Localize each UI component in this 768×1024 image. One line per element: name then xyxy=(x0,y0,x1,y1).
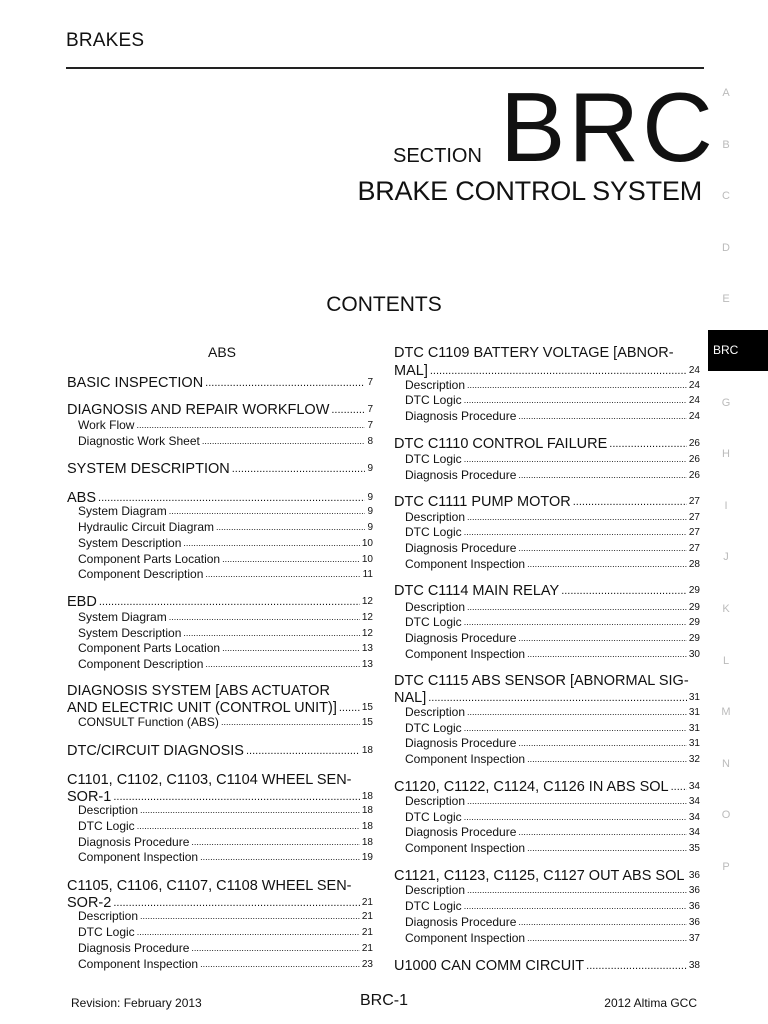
toc-entry[interactable] xyxy=(67,877,373,895)
toc-entry-title: Description xyxy=(405,378,466,392)
toc-dot-leader xyxy=(573,493,687,511)
toc-page-number: 7 xyxy=(367,404,373,415)
index-tab-active[interactable]: BRC xyxy=(708,330,768,371)
toc-subentry[interactable] xyxy=(78,536,373,551)
toc-entry-title: EBD xyxy=(67,594,97,610)
footer-page-number: BRC-1 xyxy=(359,992,408,1009)
toc-page-number: 27 xyxy=(688,527,700,538)
toc-entry-title: CONSULT Function (ABS) xyxy=(78,715,219,729)
toc-entry-title: Component Inspection xyxy=(405,841,526,855)
toc-page-number: 23 xyxy=(361,959,373,970)
toc-dot-leader xyxy=(246,742,360,760)
toc-entry-title: DTC C1115 ABS SENSOR [ABNORMAL SIG- xyxy=(394,673,689,689)
toc-dot-leader xyxy=(527,931,687,946)
toc-entry-title: SOR-2 xyxy=(67,895,112,911)
toc-dot-leader xyxy=(586,957,687,975)
footer-model: 2012 Altima GCC xyxy=(604,996,697,1010)
toc-page-number: 28 xyxy=(688,559,700,570)
toc-subentry[interactable] xyxy=(405,468,700,483)
toc-dot-leader xyxy=(137,819,360,834)
index-tab[interactable]: L xyxy=(722,654,730,667)
toc-subentry[interactable] xyxy=(405,899,700,914)
toc-page-number: 31 xyxy=(688,723,700,734)
toc-entry-title: DTC Logic xyxy=(405,721,462,735)
toc-dot-leader xyxy=(467,705,687,720)
toc-entry[interactable] xyxy=(67,682,373,700)
toc-dot-leader xyxy=(609,435,687,453)
toc-page-number: 31 xyxy=(688,738,700,749)
toc-subentry[interactable] xyxy=(405,600,700,615)
toc-entry-title: Component Description xyxy=(78,657,204,671)
toc-subentry[interactable] xyxy=(405,557,700,572)
toc-dot-leader xyxy=(464,810,687,825)
toc-entry[interactable] xyxy=(394,344,700,362)
toc-entry-title: Description xyxy=(78,909,139,923)
toc-entry-title: U1000 CAN COMM CIRCUIT xyxy=(394,958,585,974)
toc-page-number: 21 xyxy=(361,911,373,922)
toc-entry-title: DTC Logic xyxy=(78,925,135,939)
toc-subentry[interactable] xyxy=(78,657,373,672)
toc-page-number: 32 xyxy=(688,754,700,765)
toc-entry-title: Diagnosis Procedure xyxy=(405,631,517,645)
toc-page-number: 38 xyxy=(688,960,700,971)
toc-dot-leader xyxy=(527,647,687,662)
toc-dot-leader xyxy=(527,557,687,572)
toc-dot-leader xyxy=(232,460,366,478)
toc-dot-leader xyxy=(183,626,360,641)
header-rule xyxy=(66,67,704,69)
toc-dot-leader xyxy=(222,552,360,567)
toc-page-number: 29 xyxy=(688,633,700,644)
toc-page-number: 12 xyxy=(361,612,373,623)
index-tab[interactable]: O xyxy=(721,809,731,822)
toc-entry[interactable] xyxy=(67,771,373,789)
toc-page-number: 30 xyxy=(688,649,700,660)
toc-dot-leader xyxy=(467,794,687,809)
toc-subentry[interactable] xyxy=(405,615,700,630)
toc-dot-leader xyxy=(169,610,360,625)
toc-dot-leader xyxy=(464,899,687,914)
toc-entry-title: Work Flow xyxy=(78,418,135,432)
toc-dot-leader xyxy=(518,825,686,840)
index-tab[interactable]: H xyxy=(722,448,730,461)
toc-subentry[interactable] xyxy=(405,452,700,467)
toc-subentry[interactable] xyxy=(78,641,373,656)
toc-subentry[interactable] xyxy=(405,705,700,720)
toc-subentry[interactable] xyxy=(78,850,373,865)
toc-entry-title: Diagnosis Procedure xyxy=(405,468,517,482)
toc-dot-leader xyxy=(205,374,365,392)
toc-page-number: 34 xyxy=(688,812,700,823)
toc-page-number: 35 xyxy=(688,843,700,854)
toc-dot-leader xyxy=(205,657,359,672)
toc-page-number: 8 xyxy=(367,436,373,447)
toc-dot-leader xyxy=(202,434,366,449)
toc-page-number: 36 xyxy=(688,917,700,928)
toc-subentry[interactable] xyxy=(78,835,373,850)
toc-page-number: 12 xyxy=(361,596,373,607)
toc-subentry[interactable] xyxy=(405,525,700,540)
section-title: BRAKE CONTROL SYSTEM xyxy=(357,176,702,206)
toc-entry-title: DTC Logic xyxy=(405,393,462,407)
toc-entry-title: DTC Logic xyxy=(405,615,462,629)
toc-page-number: 21 xyxy=(361,897,373,908)
toc-dot-leader xyxy=(518,736,686,751)
toc-entry-title: System Description xyxy=(78,536,182,550)
toc-page-number: 31 xyxy=(688,707,700,718)
toc-page-number: 37 xyxy=(688,933,700,944)
toc-entry-title: C1120, C1122, C1124, C1126 IN ABS SOL xyxy=(394,779,669,795)
toc-entry-title: DTC C1109 BATTERY VOLTAGE [ABNOR- xyxy=(394,345,674,361)
toc-subentry[interactable] xyxy=(78,504,373,519)
toc-entry-title: Component Parts Location xyxy=(78,641,221,655)
toc-page-number: 26 xyxy=(688,438,700,449)
toc-dot-leader xyxy=(137,925,360,940)
toc-page-number: 27 xyxy=(688,543,700,554)
index-tab[interactable]: I xyxy=(724,499,728,512)
toc-subentry[interactable] xyxy=(405,915,700,930)
toc-page-number: 15 xyxy=(361,717,373,728)
toc-page-number: 26 xyxy=(688,470,700,481)
toc-page-number: 36 xyxy=(688,885,700,896)
toc-dot-leader xyxy=(467,510,687,525)
toc-subentry[interactable] xyxy=(78,715,373,730)
toc-page-number: 27 xyxy=(688,496,700,507)
toc-page-number: 27 xyxy=(688,512,700,523)
toc-page-number: 18 xyxy=(361,837,373,848)
toc-dot-leader xyxy=(518,631,686,646)
index-tab[interactable]: K xyxy=(722,603,730,615)
toc-page-number: 15 xyxy=(361,702,373,713)
toc-dot-leader xyxy=(205,567,360,582)
toc-entry-title: Hydraulic Circuit Diagram xyxy=(78,520,215,534)
toc-dot-leader xyxy=(464,721,687,736)
toc-entry-title: Description xyxy=(405,600,466,614)
toc-subentry[interactable] xyxy=(405,631,700,646)
toc-page-number: 19 xyxy=(361,852,373,863)
toc-subentry[interactable] xyxy=(405,825,700,840)
toc-entry-title: DTC Logic xyxy=(405,525,462,539)
toc-entry-title: NAL] xyxy=(394,690,427,706)
toc-page-number: 21 xyxy=(361,927,373,938)
toc-subentry[interactable] xyxy=(78,957,373,972)
index-tab[interactable]: B xyxy=(722,138,730,151)
toc-subentry[interactable] xyxy=(405,752,700,767)
toc-page-number: 9 xyxy=(367,463,373,474)
toc-page-number: 34 xyxy=(688,781,700,792)
toc-entry-title: System Diagram xyxy=(78,610,167,624)
toc-page-number: 9 xyxy=(367,492,373,503)
toc-entry-title: C1101, C1102, C1103, C1104 WHEEL SEN- xyxy=(67,772,352,788)
toc-subentry[interactable] xyxy=(78,626,373,641)
toc-subentry[interactable] xyxy=(405,841,700,856)
toc-entry-title: Diagnosis Procedure xyxy=(78,835,190,849)
section-word: SECTION xyxy=(393,145,482,167)
toc-entry-title: Component Parts Location xyxy=(78,552,221,566)
toc-page-number: 18 xyxy=(361,745,373,756)
toc-subentry[interactable] xyxy=(405,810,700,825)
toc-dot-leader xyxy=(467,378,687,393)
toc-entry-title: Diagnosis Procedure xyxy=(405,736,517,750)
toc-subentry[interactable] xyxy=(405,378,700,393)
toc-entry-title: Component Inspection xyxy=(405,752,526,766)
toc-page-number: 18 xyxy=(361,805,373,816)
toc-entry-title: Diagnosis Procedure xyxy=(405,409,517,423)
toc-page-number: 13 xyxy=(361,643,373,654)
toc-subentry[interactable] xyxy=(78,925,373,940)
toc-entry-title: DTC C1110 CONTROL FAILURE xyxy=(394,436,608,452)
toc-dot-leader xyxy=(191,941,359,956)
toc-entry-title: Diagnosis Procedure xyxy=(405,825,517,839)
toc-page-number: 7 xyxy=(367,377,373,388)
toc-entry-title: Description xyxy=(405,794,466,808)
toc-entry-title: DIAGNOSIS AND REPAIR WORKFLOW xyxy=(67,402,330,418)
toc-dot-leader xyxy=(518,468,686,483)
toc-entry[interactable] xyxy=(394,672,700,690)
toc-entry-title: BASIC INSPECTION xyxy=(67,375,204,391)
toc-entry-title: ABS xyxy=(67,490,97,506)
toc-page-number: 34 xyxy=(688,827,700,838)
index-tab[interactable]: P xyxy=(722,861,730,873)
toc-page-number: 10 xyxy=(361,538,373,549)
toc-entry[interactable] xyxy=(394,493,700,511)
toc-dot-leader xyxy=(464,452,687,467)
toc-entry-title: Component Inspection xyxy=(405,557,526,571)
toc-dot-leader xyxy=(136,418,365,433)
toc-subentry[interactable] xyxy=(405,721,700,736)
toc-subentry[interactable] xyxy=(78,520,373,535)
toc-entry-title: SOR-1 xyxy=(67,789,112,805)
toc-page-number: 29 xyxy=(688,602,700,613)
toc-page-number: 10 xyxy=(361,554,373,565)
index-tab[interactable]: C xyxy=(722,190,730,203)
toc-dot-leader xyxy=(331,401,365,419)
toc-subentry[interactable] xyxy=(78,803,373,818)
toc-entry-title: Description xyxy=(405,883,466,897)
toc-page-number: 24 xyxy=(688,365,700,376)
left-column-heading: ABS xyxy=(207,344,236,360)
toc-entry-title: DTC Logic xyxy=(78,819,135,833)
toc-page-number: 26 xyxy=(688,454,700,465)
toc-dot-leader xyxy=(467,600,687,615)
toc-page-number: 21 xyxy=(361,943,373,954)
toc-dot-leader xyxy=(561,582,687,600)
toc-subentry[interactable] xyxy=(405,736,700,751)
toc-subentry[interactable] xyxy=(405,883,700,898)
toc-subentry[interactable] xyxy=(405,510,700,525)
index-tab[interactable]: A xyxy=(722,87,730,99)
toc-subentry[interactable] xyxy=(78,434,373,449)
toc-entry-title: C1105, C1106, C1107, C1108 WHEEL SEN- xyxy=(67,878,352,894)
toc-page-number: 24 xyxy=(688,395,700,406)
toc-subentry[interactable] xyxy=(78,610,373,625)
toc-dot-leader xyxy=(221,715,360,730)
toc-dot-leader xyxy=(191,835,359,850)
toc-dot-leader xyxy=(527,752,687,767)
toc-entry-title: SYSTEM DESCRIPTION xyxy=(67,461,230,477)
toc-dot-leader xyxy=(464,525,687,540)
toc-entry-title: Component Inspection xyxy=(78,957,199,971)
toc-subentry[interactable] xyxy=(405,409,700,424)
toc-subentry[interactable] xyxy=(405,393,700,408)
index-tab[interactable]: E xyxy=(722,293,730,306)
toc-entry-title: System Description xyxy=(78,626,182,640)
toc-subentry[interactable] xyxy=(405,541,700,556)
toc-page-number: 36 xyxy=(688,870,700,881)
toc-dot-leader xyxy=(169,504,366,519)
index-tab[interactable]: J xyxy=(723,551,729,564)
toc-page-number: 24 xyxy=(688,380,700,391)
toc-entry-title: Diagnostic Work Sheet xyxy=(78,434,200,448)
toc-entry-title: C1121, C1123, C1125, C1127 OUT ABS SOL xyxy=(394,868,685,884)
toc-entry-title: Diagnosis Procedure xyxy=(405,541,517,555)
toc-dot-leader xyxy=(200,850,360,865)
toc-page-number: 9 xyxy=(367,506,373,517)
toc-subentry[interactable] xyxy=(78,941,373,956)
toc-page-number: 13 xyxy=(361,659,373,670)
toc-entry-title: MAL] xyxy=(394,363,428,379)
toc-dot-leader xyxy=(183,536,360,551)
toc-dot-leader xyxy=(467,883,687,898)
toc-subentry[interactable] xyxy=(405,931,700,946)
toc-dot-leader xyxy=(518,915,686,930)
toc-entry[interactable] xyxy=(67,742,373,760)
toc-dot-leader xyxy=(99,593,360,611)
toc-entry-title: Description xyxy=(78,803,139,817)
toc-page-number: 29 xyxy=(688,585,700,596)
toc-entry-title: Component Description xyxy=(78,567,204,581)
toc-page-number: 24 xyxy=(688,411,700,422)
toc-page-number: 9 xyxy=(367,522,373,533)
toc-page-number: 7 xyxy=(367,420,373,431)
toc-dot-leader xyxy=(216,520,365,535)
toc-page-number: 36 xyxy=(688,901,700,912)
toc-entry-title: System Diagram xyxy=(78,504,167,518)
toc-entry[interactable] xyxy=(394,582,700,600)
toc-dot-leader xyxy=(464,615,687,630)
toc-dot-leader xyxy=(200,957,360,972)
toc-entry[interactable] xyxy=(67,401,373,419)
toc-page-number: 29 xyxy=(688,617,700,628)
toc-dot-leader xyxy=(518,541,686,556)
toc-dot-leader xyxy=(527,841,687,856)
toc-subentry[interactable] xyxy=(78,552,373,567)
toc-subentry[interactable] xyxy=(78,909,373,924)
toc-entry-title: Description xyxy=(405,510,466,524)
toc-entry-title: DTC Logic xyxy=(405,899,462,913)
toc-entry-title: DTC/CIRCUIT DIAGNOSIS xyxy=(67,743,244,759)
toc-entry-title: DTC C1114 MAIN RELAY xyxy=(394,583,560,599)
index-tab[interactable]: N xyxy=(722,757,730,770)
toc-entry-title: DTC Logic xyxy=(405,452,462,466)
toc-page-number: 18 xyxy=(361,791,373,802)
toc-entry[interactable] xyxy=(67,374,373,392)
toc-dot-leader xyxy=(140,909,360,924)
toc-page-number: 34 xyxy=(688,796,700,807)
toc-entry[interactable] xyxy=(67,593,373,611)
toc-entry-title: AND ELECTRIC UNIT (CONTROL UNIT)] xyxy=(67,700,337,716)
toc-entry-title: Diagnosis Procedure xyxy=(78,941,190,955)
toc-entry-title: DTC Logic xyxy=(405,810,462,824)
toc-entry[interactable] xyxy=(67,460,373,478)
index-tab[interactable]: G xyxy=(721,396,731,409)
index-tab[interactable]: M xyxy=(721,706,731,719)
index-tab[interactable]: D xyxy=(722,241,730,254)
toc-entry-title: DTC C1111 PUMP MOTOR xyxy=(394,494,571,510)
toc-entry-title: Component Inspection xyxy=(405,647,526,661)
toc-page-number: 31 xyxy=(688,692,700,703)
toc-dot-leader xyxy=(140,803,360,818)
toc-subentry[interactable] xyxy=(78,567,373,582)
toc-dot-leader xyxy=(222,641,360,656)
toc-page-number: 18 xyxy=(361,821,373,832)
toc-entry-title: Component Inspection xyxy=(405,931,526,945)
toc-entry-title: DIAGNOSIS SYSTEM [ABS ACTUATOR xyxy=(67,683,330,699)
toc-page-number: 11 xyxy=(362,569,373,580)
toc-subentry[interactable] xyxy=(405,647,700,662)
toc-subentry[interactable] xyxy=(78,819,373,834)
toc-entry[interactable] xyxy=(394,435,700,453)
contents-title: CONTENTS xyxy=(326,293,442,316)
toc-dot-leader xyxy=(518,409,686,424)
toc-entry[interactable] xyxy=(394,957,700,975)
toc-subentry[interactable] xyxy=(78,418,373,433)
section-code: BRC xyxy=(500,72,716,182)
toc-entry-title: Component Inspection xyxy=(78,850,199,864)
footer-revision: Revision: February 2013 xyxy=(71,996,202,1010)
toc-page-number: 12 xyxy=(361,628,373,639)
toc-entry-title: Diagnosis Procedure xyxy=(405,915,517,929)
toc-subentry[interactable] xyxy=(405,794,700,809)
section-category: BRAKES xyxy=(66,30,145,51)
toc-dot-leader xyxy=(464,393,687,408)
toc-entry-title: Description xyxy=(405,705,466,719)
